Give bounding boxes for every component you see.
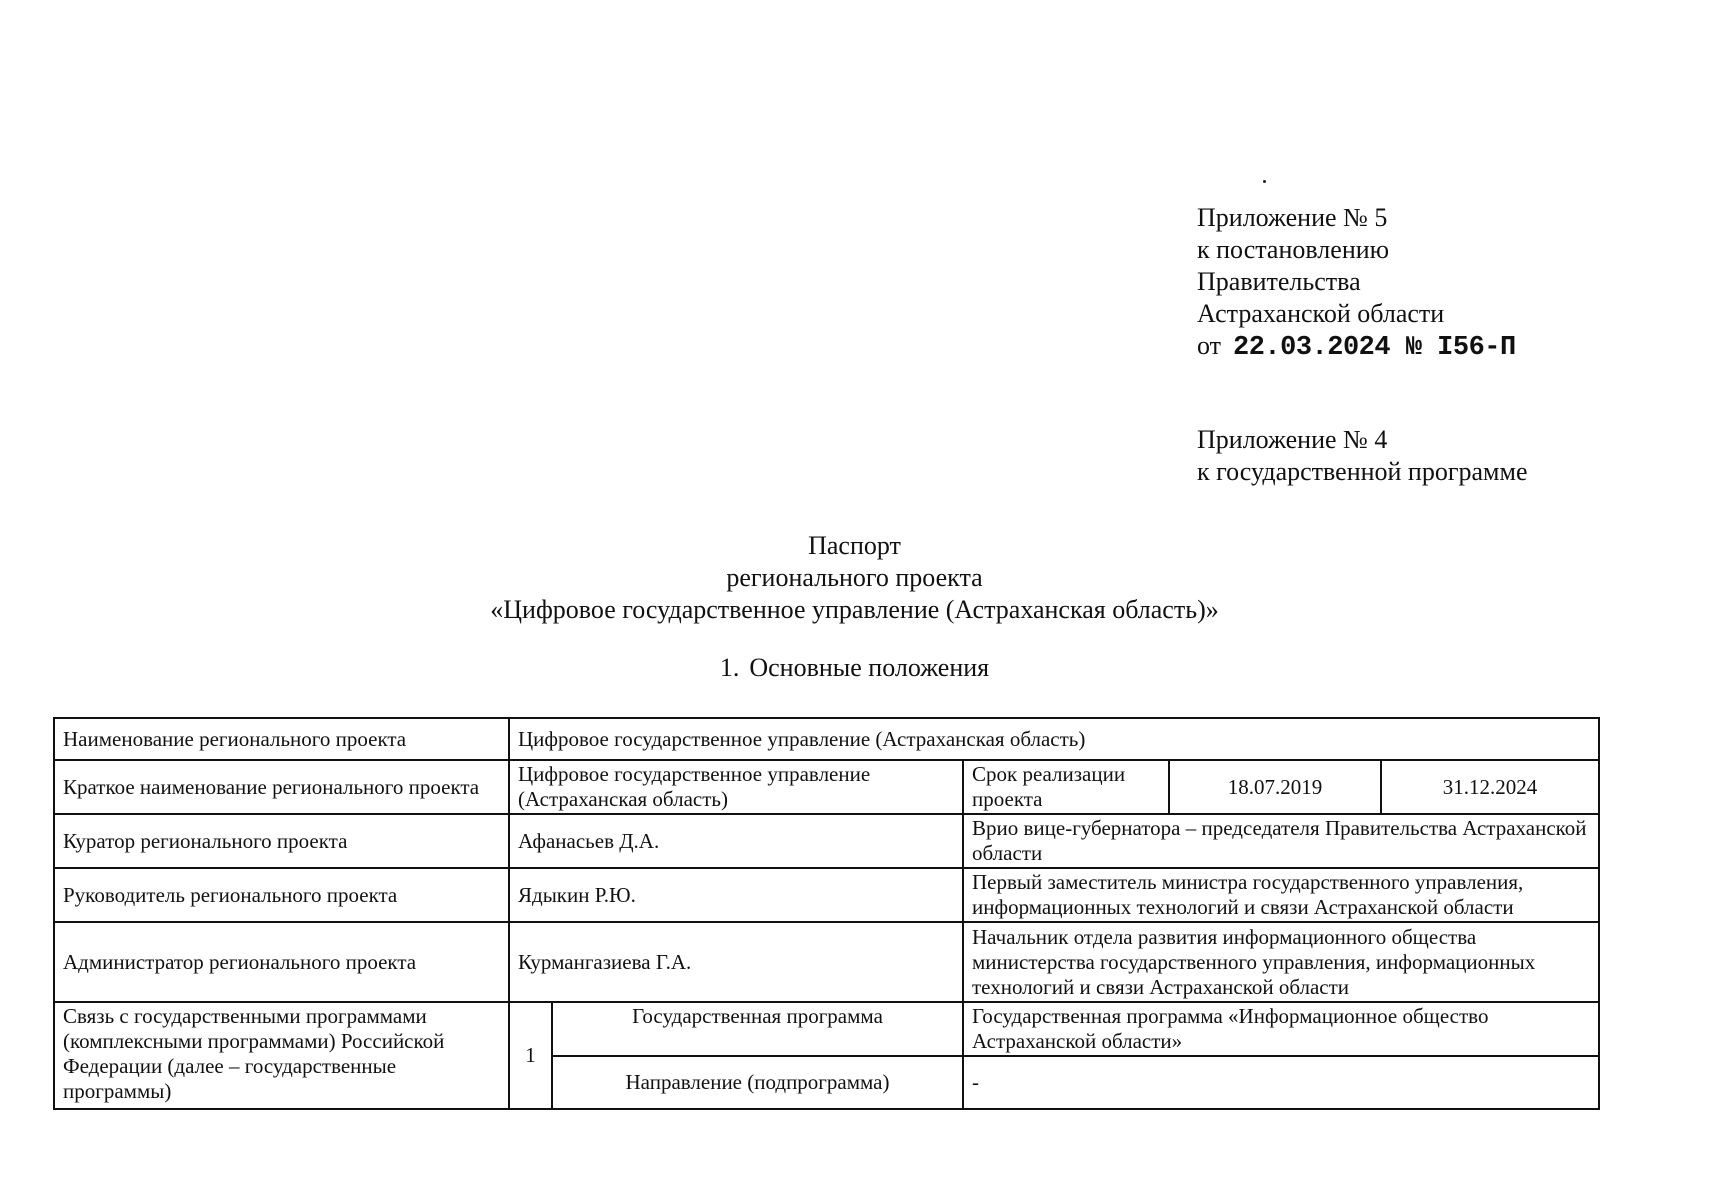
cell-term-start: 18.07.2019 <box>1169 760 1381 814</box>
document-title <box>0 530 1709 626</box>
cell-term-end: 31.12.2024 <box>1381 760 1599 814</box>
cell-admin-label: Администратор регионального проекта <box>54 922 509 1002</box>
title-line-1: Паспорт <box>808 531 901 560</box>
project-info-table <box>53 717 1600 1110</box>
date-prefix: от <box>1197 331 1222 360</box>
appendix-5-block <box>1197 202 1516 364</box>
table-row-head <box>54 868 1599 922</box>
appendix-5-line2: к постановлению <box>1197 235 1390 264</box>
title-line-3: «Цифровое государственное управление (Астраханская область)» <box>490 595 1219 624</box>
cell-admin-position: Начальник отдела развития информационного общества министерства государственного управления, информационных технологий и связи Астраханской области <box>963 922 1599 1002</box>
appendix-5-line3: Правительства <box>1197 267 1361 296</box>
cell-name-value: Цифровое государственное управление (Астраханская область) <box>509 718 1599 760</box>
section-heading <box>0 652 1709 684</box>
cell-direction-value: - <box>963 1056 1599 1109</box>
cell-links-label: Связь с государственными программами (комплексными программами) Российской Федерации (далее – государственные программы) <box>54 1002 509 1109</box>
table-row-admin <box>54 922 1599 1002</box>
cell-program-value: Государственная программа «Информационное общество Астраханской области» <box>963 1002 1599 1056</box>
cell-curator-position: Врио вице-губернатора – председателя Правительства Астраханской области <box>963 814 1599 868</box>
cell-links-index: 1 <box>509 1002 552 1109</box>
cell-direction-label: Направление (подпрограмма) <box>552 1056 963 1109</box>
section-title-text: Основные положения <box>749 653 990 682</box>
cell-term-label: Срок реализации проекта <box>963 760 1169 814</box>
cell-short-label: Краткое наименование регионального проекта <box>54 760 509 814</box>
table-row-name <box>54 718 1599 760</box>
appendix-5-title: Приложение № 5 <box>1197 203 1388 232</box>
date-number-stamp: 22.03.2024 № I56-П <box>1233 333 1516 363</box>
scan-dot <box>1263 180 1266 183</box>
table-row-program <box>54 1002 1599 1056</box>
table-row-short-name <box>54 760 1599 814</box>
cell-program-label: Государственная программа <box>552 1002 963 1056</box>
cell-head-position: Первый заместитель министра государственного управления, информационных технологий и связи Астраханской области <box>963 868 1599 922</box>
table-row-curator <box>54 814 1599 868</box>
cell-curator-name: Афанасьев Д.А. <box>509 814 963 868</box>
appendix-4-line2: к государственной программе <box>1197 457 1528 486</box>
title-line-2: регионального проекта <box>726 563 983 592</box>
section-number: 1. <box>719 653 740 682</box>
cell-short-value: Цифровое государственное управление (Астраханская область) <box>509 760 963 814</box>
cell-head-label: Руководитель регионального проекта <box>54 868 509 922</box>
appendix-5-line4: Астраханской области <box>1197 299 1445 328</box>
appendix-4-title: Приложение № 4 <box>1197 425 1388 454</box>
cell-admin-name: Курмангазиева Г.А. <box>509 922 963 1002</box>
cell-curator-label: Куратор регионального проекта <box>54 814 509 868</box>
cell-head-name: Ядыкин Р.Ю. <box>509 868 963 922</box>
appendix-4-block <box>1197 424 1528 488</box>
cell-name-label: Наименование регионального проекта <box>54 718 509 760</box>
appendix-5-date-line <box>1197 330 1516 364</box>
